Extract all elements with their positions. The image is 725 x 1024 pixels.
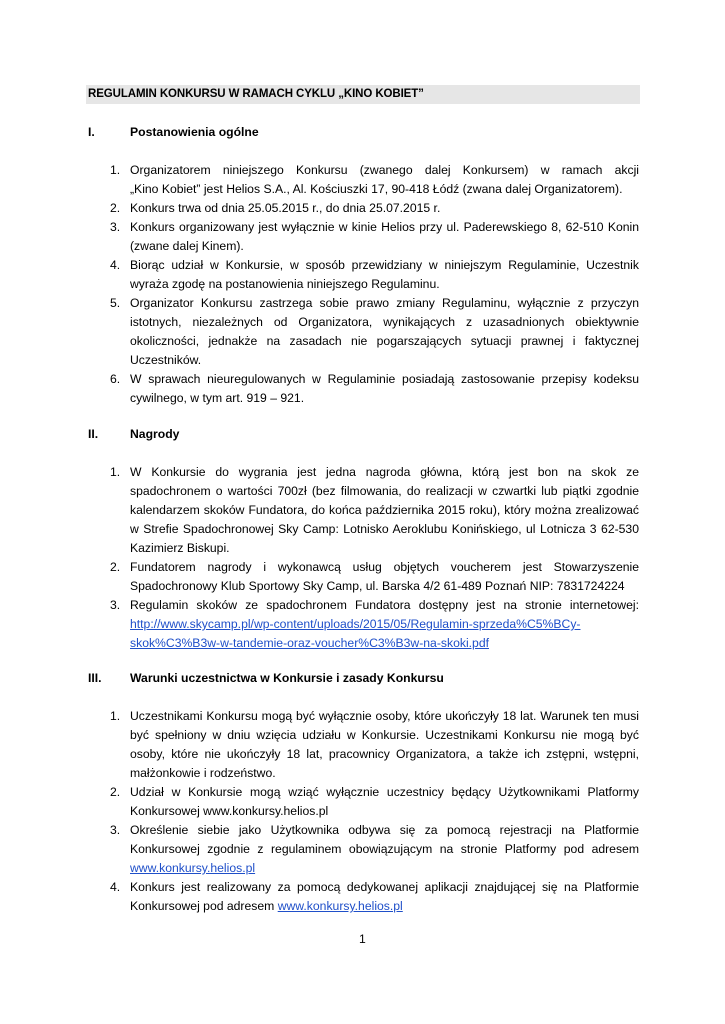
section-title: Postanowienia ogólne [130,125,259,139]
regulation-link[interactable]: skok%C3%B3w-w-tandemie-oraz-voucher%C3%B3w-na-skoki.pdf [130,636,489,650]
section-number: III. [88,671,102,685]
section-title: Warunki uczestnictwa w Konkursie i zasady Konkursu [130,671,444,685]
page-number: 1 [359,932,366,946]
regulation-link[interactable]: http://www.skycamp.pl/wp-content/uploads/2015/05/Regulamin-sprzeda%C5%BCy- [130,617,581,631]
section-title: Nagrody [130,427,180,441]
section-number: II. [88,427,99,441]
document-title: REGULAMIN KONKURSU W RAMACH CYKLU „KINO KOBIET” [88,88,424,100]
konkursy-link[interactable]: www.konkursy.helios.pl [277,899,403,913]
document-page: REGULAMIN KONKURSU W RAMACH CYKLU „KINO KOBIET” I. Postanowienia ogólne 1. Organizatorem niniejszego Konkursu (zwanego dalej Konkursem) w ramach akcji „Kino Kobiet” jest Helios S.A., Al. Kościuszki 17, 90-418 Łódź (zwana dalej Organizatorem). 2. Konkurs trwa od dnia 25.05.2015 r., do dnia 25.07.2015 r. 3. Konkurs organizowany jest wyłącznie w kinie Helios przy ul. Paderewskiego 8, 62-510 Konin (zwane dalej Kinem). 4. Biorąc udział w Konkursie, w sposób przewidziany w niniejszym Regulaminie, Uczestnik wyraża zgodę na postanowienia niniejszego Regulaminu. 5. Organizator Konkursu zastrzega sobie prawo zmiany Regulaminu, wyłącznie z przyczyn istotnych, niezależnych od Organizatora, wynikających z uzasadnionych obiektywnie okoliczności, jednakże na zasadach nie pogarszających sytuacji prawnej i faktycznej Uczestników. 6. W sprawach nieuregulowanych w Regulaminie posiadają zastosowanie przepisy kodeksu cywilnego, w tym art. 919 – 921. II. Nagrody 1. W Konkursie do wygrania jest jedna nagroda główna, którą jest bon na skok ze spadochronem o wartości 700zł (bez filmowania, do realizacji w czwartki lub piątki zgodnie kalendarzem skoków Fundatora, do końca października 2015 roku), który można zrealizować w Strefie Spadochronowej Sky Camp: Lotnisko Aeroklubu Konińskiego, ul Lotnicza 3 62-530 Kazimierz Biskupi. 2. Fundatorem nagrody i wykonawcą usług objętych voucherem jest Stowarzyszenie Spadochronowy Klub Sportowy Sky Camp, ul. Barska 4/2 61-489 Poznań NIP: 7831724224 3. Regulamin skoków ze spadochronem Fundatora dostępny jest na stronie internetowej: http://www.skycamp.pl/wp-content/uploads/2015/05/Regulamin-sprzeda%C5%BCy- skok%C3%B3w-w-tandemie-oraz-voucher%C3%B3w-na-skoki.pdf III. Warunki uczestnictwa w Konkursie i zasady Konkursu 1. Uczestnikami Konkursu mogą być wyłącznie osoby, które ukończyły 18 lat. Warunek ten musi być spełniony w dniu wzięcia udziału w Konkursie. Uczestnikami Konkursu nie mogą być osoby, które nie ukończyły 18 lat, pracownicy Organizatora, a także ich zstępni, wstępni, małżonkowie i rodzeństwo. 2. Udział w Konkursie mogą wziąć wyłącznie uczestnicy będący Użytkownikami Platformy Konkursowej www.konkursy.helios.pl 3. Określenie siebie jako Użytkownika odbywa się za pomocą rejestracji na Platformie Konkursowej zgodnie z regulaminem obowiązującym na stronie Platformy pod adresem www.konkursy.helios.pl 4. Konkurs jest realizowany za pomocą dedykowanej aplikacji znajdującej się na Platformie Konkursowej pod adresem www.konkursy.helios.pl 1 [0,0,725,1024]
section-number: I. [88,125,95,139]
konkursy-link[interactable]: www.konkursy.helios.pl [130,861,256,875]
